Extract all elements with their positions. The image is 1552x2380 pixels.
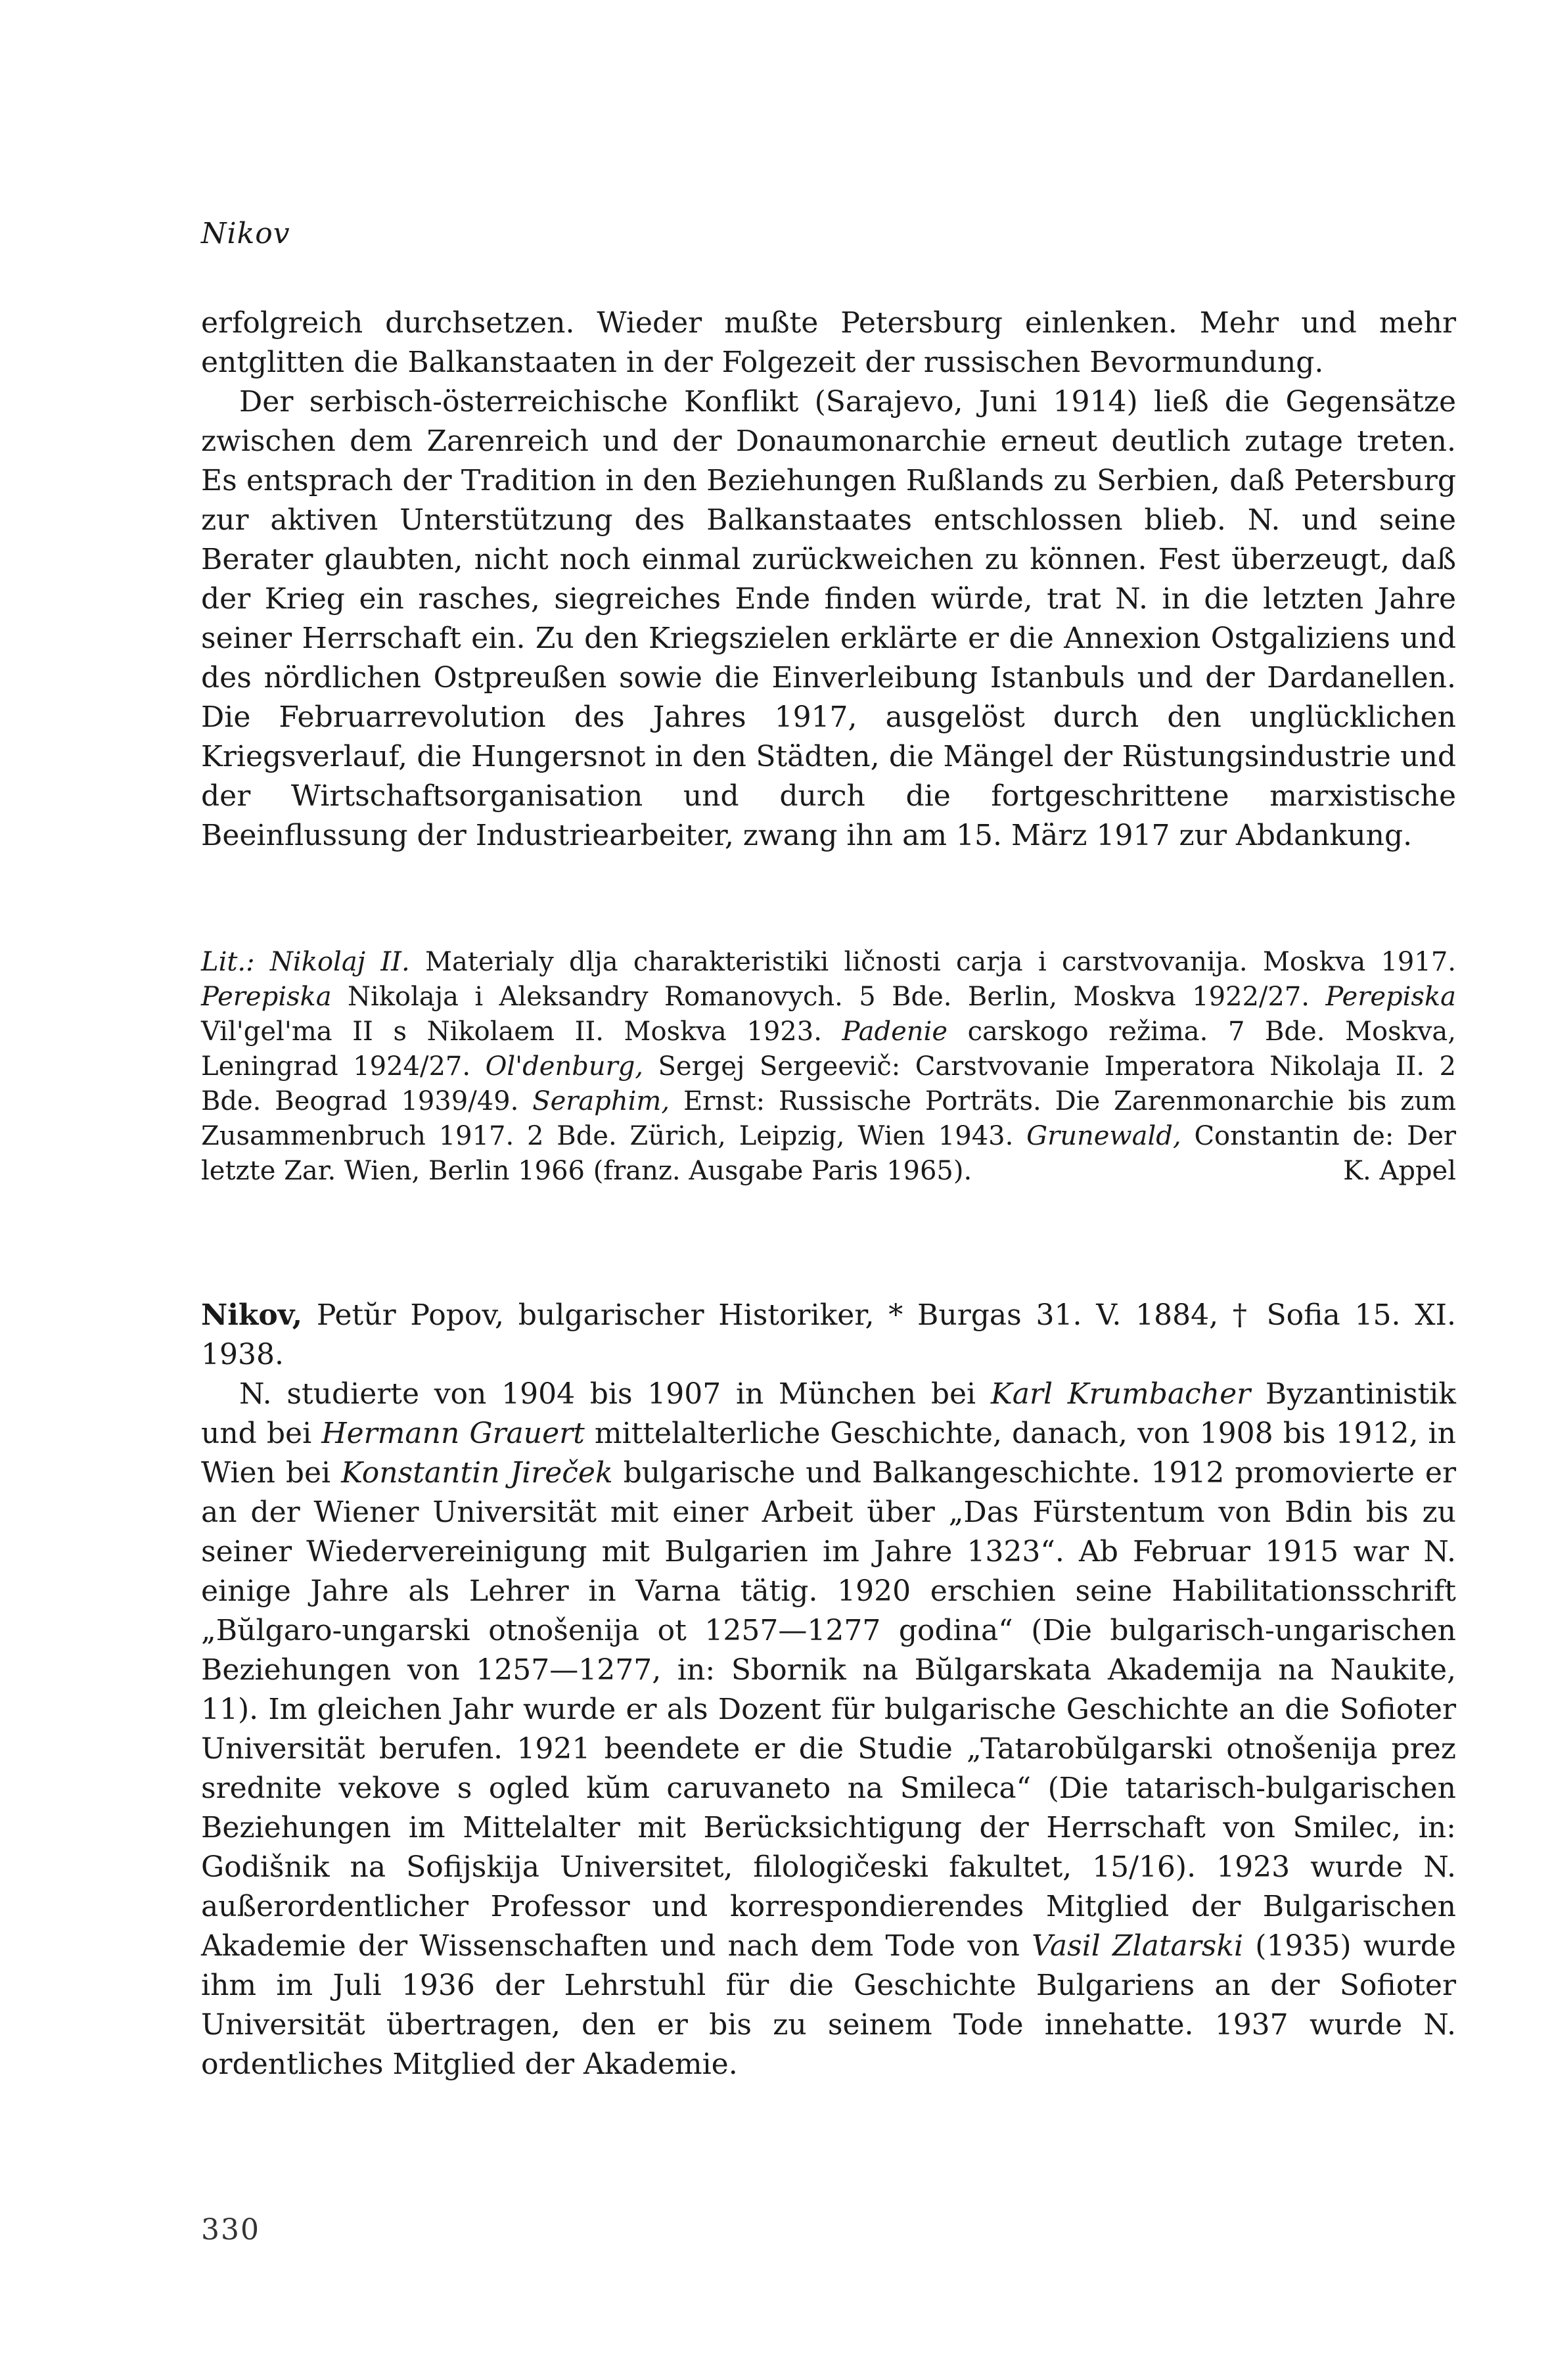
lit-entry: Constantin de: Der letzte Zar. Wien, Berlin 1966 (franz. Ausgabe Paris 1965). (201, 1121, 1456, 1186)
paragraph (201, 1375, 1456, 2084)
text-run: Byzantinistik und bei (201, 1377, 1456, 1450)
lit-entry: carskogo režima. 7 Bde. Moskva, Leningrad 1924/27. (201, 1017, 1456, 1082)
headword: Nikov, (201, 1298, 303, 1332)
lit-title: Perepiska (201, 982, 332, 1012)
article-lead (201, 1296, 1456, 1375)
running-head: Nikov (201, 217, 290, 250)
paragraph: Der serbisch-österreichische Konflikt (Sarajevo, Juni 1914) ließ die Gegensätze zwischen dem Zarenreich und der Donaumonarchie erneut deutlich zutage treten. Es entsprach der Tradition in den Beziehungen Rußlands zu Serbien, daß Petersburg zur aktiven Unterstützung des Balkanstaates entschlossen blieb. N. und seine Berater glaubten, nicht noch einmal zurückweichen zu können. Fest überzeugt, daß der Krieg ein rasches, siegreiches Ende finden würde, trat N. in die letzten Jahre seiner Herrschaft ein. Zu den Kriegszielen erklärte er die Annexion Ostgaliziens und des nördlichen Ostpreußen sowie die Einverleibung Istanbuls und der Dardanellen. Die Februarrevolution des Jahres 1917, ausgelöst durch den unglücklichen Kriegsverlauf, die Hungersnot in den Städten, die Mängel der Rüstungsindustrie und der Wirtschaftsorganisation und durch die fortgeschrittene marxistische Beeinflussung der Industriearbeiter, zwang ihn am 15. März 1917 zur Abdankung. (201, 385, 1456, 852)
person-name: Hermann Grauert (321, 1417, 585, 1450)
lit-title: Grunewald, (1026, 1121, 1181, 1151)
lit-title: Perepiska (1325, 982, 1457, 1012)
paragraph: erfolgreich durchsetzen. Wieder mußte Petersburg einlenken. Mehr und mehr entglitten die Balkanstaaten in der Folgezeit der russischen Bevormundung. (201, 306, 1456, 379)
article-nikov (201, 1296, 1456, 2084)
lead-text: Petŭr Popov, bulgarischer Historiker, * Burgas 31. V. 1884, † Sofia 15. XI. 1938. (201, 1298, 1456, 1371)
lit-label: Lit.: (201, 947, 255, 977)
author-signature: K. Appel (1343, 1156, 1456, 1186)
person-name: Vasil Zlatarski (1032, 1929, 1244, 1963)
lit-entry: Sergej Sergeevič: Carstvovanie Imperatora Nikolaja II. 2 Bde. Beograd 1939/49. (201, 1051, 1457, 1116)
lit-entry: Materialy dlja charakteristiki ličnosti carja i carstvovanija. Moskva 1917. (424, 947, 1456, 977)
literature-list (201, 945, 1456, 1189)
lit-entry: Ernst: Russische Porträts. Die Zarenmonarchie bis zum Zusammenbruch 1917. 2 Bde. Zürich, Leipzig, Wien 1943. (201, 1086, 1457, 1151)
lit-entry: Nikolaja i Aleksandry Romanovych. 5 Bde. Berlin, Moskva 1922/27. (347, 982, 1310, 1012)
text-run: (1935) wurde ihm im Juli 1936 der Lehrstuhl für die Geschichte Bulgariens an der Sofioter Universität übertragen, den er bis zu seinem Tode innehatte. 1937 wurde N. ordentliches Mitglied der Akademie. (201, 1929, 1456, 2081)
lit-title: Ol'denburg, (485, 1051, 644, 1082)
person-name: Konstantin Jireček (341, 1456, 613, 1490)
text-run: mittelalterliche Geschichte, danach, von 1908 bis 1912, in Wien bei (201, 1417, 1456, 1490)
text-run: N. studierte von 1904 bis 1907 in München bei (239, 1377, 976, 1411)
article-nikolaj-continuation (201, 304, 1456, 856)
page-number: 330 (201, 2213, 260, 2247)
text-run: bulgarische und Balkangeschichte. 1912 promovierte er an der Wiener Universität mit einer Arbeit über „Das Fürstentum von Bdin bis zu seiner Wiedervereinigung mit Bulgarien im Jahre 1323“. Ab Februar 1915 war N. einige Jahre als Lehrer in Varna tätig. 1920 erschien seine Habilitationsschrift „Bŭlgaro-ungarski otnošenija ot 1257—1277 godina“ (Die bulgarisch-ungarischen Beziehungen von 1257—1277, in: Sbornik na Bŭlgarskata Akademija na Naukite, 11). Im gleichen Jahr wurde er als Dozent für bulgarische Geschichte an die Sofioter Universität berufen. 1921 beendete er die Studie „Tatarobŭlgarski otnošenija prez srednite vekove s ogled kŭm caruvaneto na Smileca“ (Die tatarisch-bulgarischen Beziehungen im Mittelalter mit Berücksichtigung der Herrschaft von Smilec, in: Godišnik na Sofijskija Universitet, filologičeski fakultet, 15/16). 1923 wurde N. außerordentlicher Professor und korrespondierendes Mitglied der Bulgarischen Akademie der Wissenschaften und nach dem Tode von (201, 1456, 1456, 1963)
lit-title: Padenie (842, 1017, 948, 1047)
literature-section (201, 945, 1456, 1189)
person-name: Karl Krumbacher (990, 1377, 1251, 1411)
lit-entry: Vil'gel'ma II s Nikolaem II. Moskva 1923. (201, 1017, 822, 1047)
lit-title: Nikolaj II. (269, 947, 410, 977)
lit-title: Seraphim, (532, 1086, 670, 1116)
